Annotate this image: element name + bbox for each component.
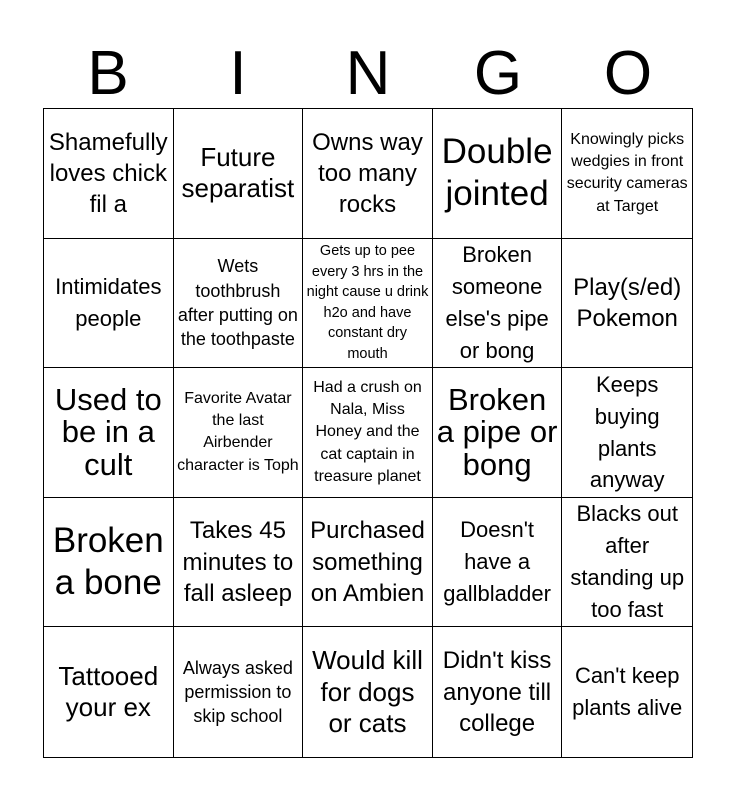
- bingo-cell[interactable]: [433, 627, 563, 757]
- bingo-cell[interactable]: [174, 627, 304, 757]
- bingo-cell-text: Favorite Avatar the last Airbender character is Toph: [177, 389, 299, 474]
- bingo-cell-text: Keeps buying plants anyway: [589, 371, 665, 493]
- bingo-cell[interactable]: [433, 109, 563, 239]
- bingo-cell-text: Would kill for dogs or cats: [312, 645, 423, 738]
- bingo-card-grid: [43, 108, 693, 758]
- bingo-cell-text: Gets up to pee every 3 hrs in the night cause u drink h2o and have constant dry mouth: [306, 243, 429, 363]
- bingo-cell[interactable]: [433, 368, 563, 498]
- bingo-cell-text: Used to be in a cult: [54, 381, 162, 482]
- bingo-cell-text: Purchased something on Ambien: [310, 517, 425, 607]
- bingo-cell[interactable]: [562, 368, 692, 498]
- bingo-cell[interactable]: [174, 368, 304, 498]
- bingo-cell[interactable]: [562, 498, 692, 628]
- bingo-cell[interactable]: [562, 109, 692, 239]
- bingo-cell[interactable]: [44, 239, 174, 369]
- bingo-cell-text: Play(s/ed) Pokemon: [573, 273, 682, 332]
- header-letter-b: B: [87, 39, 129, 108]
- bingo-cell[interactable]: [303, 239, 433, 369]
- bingo-cell[interactable]: [303, 368, 433, 498]
- bingo-cell-text: Didn't kiss anyone till college: [442, 647, 552, 737]
- bingo-cell-text: Wets toothbrush after putting on the toothpaste: [177, 256, 298, 350]
- bingo-cell[interactable]: [562, 627, 692, 757]
- bingo-cell-text: Intimidates people: [55, 274, 162, 331]
- bingo-cell-text: Can't keep plants alive: [572, 663, 683, 721]
- bingo-cell-text: Broken someone else's pipe or bong: [445, 242, 549, 363]
- bingo-cell-text: Had a crush on Nala, Miss Honey and the cat captain in treasure planet: [313, 378, 422, 486]
- header-letter-o: O: [603, 39, 653, 108]
- bingo-cell-text: Tattooed your ex: [58, 661, 159, 723]
- bingo-cell-text: Double jointed: [441, 132, 553, 214]
- bingo-header: [43, 40, 693, 108]
- bingo-cell-text: Broken a pipe or bong: [436, 381, 558, 482]
- bingo-cell-text: Broken a bone: [52, 521, 164, 603]
- bingo-cell[interactable]: [44, 109, 174, 239]
- bingo-cell[interactable]: [303, 627, 433, 757]
- bingo-cell[interactable]: [174, 498, 304, 628]
- bingo-cell-text: Knowingly picks wedgies in front security cameras at Target: [566, 130, 688, 215]
- bingo-cell[interactable]: [433, 498, 563, 628]
- bingo-cell[interactable]: [433, 239, 563, 369]
- header-letter-g: G: [473, 39, 523, 108]
- bingo-cell-text: Future separatist: [181, 142, 295, 204]
- bingo-cell[interactable]: [303, 109, 433, 239]
- bingo-cell-text: Shamefully loves chick fil a: [48, 128, 168, 218]
- bingo-cell-text: Owns way too many rocks: [312, 128, 423, 218]
- bingo-cell[interactable]: [174, 109, 304, 239]
- header-letter-i: I: [229, 39, 247, 108]
- bingo-cell-text: Blacks out after standing up too fast: [570, 501, 685, 622]
- bingo-cell[interactable]: [44, 368, 174, 498]
- bingo-cell[interactable]: [303, 498, 433, 628]
- bingo-cell-text: Doesn't have a gallbladder: [443, 517, 551, 607]
- bingo-cell[interactable]: [174, 239, 304, 369]
- header-letter-n: N: [345, 39, 391, 108]
- bingo-cell-text: Takes 45 minutes to fall asleep: [182, 517, 294, 607]
- bingo-cell[interactable]: [44, 498, 174, 628]
- bingo-cell[interactable]: [562, 239, 692, 369]
- bingo-cell[interactable]: [44, 627, 174, 757]
- bingo-cell-text: Always asked permission to skip school: [182, 657, 293, 727]
